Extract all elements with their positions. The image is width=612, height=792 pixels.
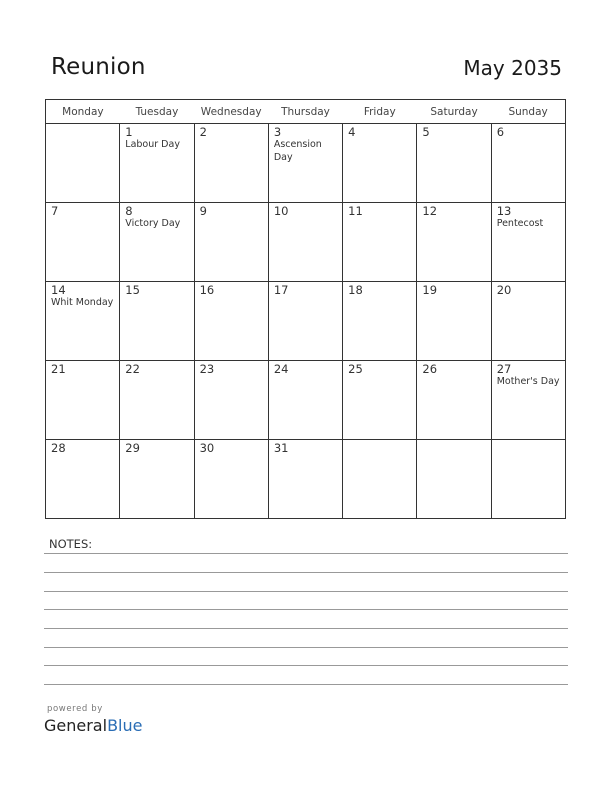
day-cell[interactable] bbox=[46, 124, 120, 203]
day-number: 7 bbox=[51, 204, 59, 218]
day-cell[interactable] bbox=[491, 440, 565, 519]
week-row bbox=[46, 440, 566, 519]
day-number: 25 bbox=[348, 362, 363, 376]
weekday-header: Tuesday bbox=[120, 100, 194, 124]
day-cell[interactable] bbox=[194, 361, 268, 440]
day-number: 28 bbox=[51, 441, 66, 455]
day-cell[interactable] bbox=[120, 361, 194, 440]
day-number: 11 bbox=[348, 204, 363, 218]
day-cell[interactable] bbox=[491, 203, 565, 282]
holiday-label: Victory Day bbox=[125, 218, 181, 229]
day-cell[interactable] bbox=[120, 124, 194, 203]
notes-line bbox=[44, 647, 568, 648]
day-number: 13 bbox=[496, 204, 512, 218]
day-cell[interactable] bbox=[120, 440, 194, 519]
weekday-header-row bbox=[46, 100, 566, 124]
day-number: 26 bbox=[422, 362, 438, 376]
day-number: 9 bbox=[199, 204, 207, 218]
day-cell[interactable] bbox=[120, 282, 194, 361]
generalblue-logo[interactable] bbox=[44, 716, 142, 735]
week-row bbox=[46, 361, 566, 440]
day-cell[interactable] bbox=[268, 440, 342, 519]
day-cell[interactable] bbox=[417, 124, 491, 203]
notes-label: NOTES: bbox=[49, 537, 93, 551]
weekday-header: Wednesday bbox=[194, 100, 268, 124]
weekday-header: Saturday bbox=[417, 100, 491, 124]
week-row bbox=[46, 282, 566, 361]
day-cell[interactable] bbox=[343, 124, 417, 203]
weekday-header: Monday bbox=[46, 100, 120, 124]
weekday-header: Thursday bbox=[268, 100, 342, 124]
day-number: 3 bbox=[273, 125, 282, 139]
day-cell[interactable] bbox=[343, 203, 417, 282]
notes-line bbox=[44, 684, 568, 685]
day-cell[interactable] bbox=[46, 440, 120, 519]
day-number: 5 bbox=[422, 125, 430, 139]
weekday-header: Sunday bbox=[491, 100, 565, 124]
holiday-label: Whit Monday bbox=[51, 297, 114, 308]
notes-line bbox=[44, 609, 568, 610]
day-number: 1 bbox=[125, 125, 133, 139]
day-cell[interactable] bbox=[417, 282, 491, 361]
day-number: 17 bbox=[273, 283, 289, 297]
weekday-header: Friday bbox=[343, 100, 417, 124]
week-row bbox=[46, 203, 566, 282]
day-number: 16 bbox=[199, 283, 215, 297]
day-number: 18 bbox=[348, 283, 363, 297]
holiday-label: Pentecost bbox=[496, 218, 544, 229]
day-cell[interactable] bbox=[46, 361, 120, 440]
week-row bbox=[46, 124, 566, 203]
day-number: 29 bbox=[125, 441, 140, 455]
day-cell[interactable] bbox=[194, 124, 268, 203]
day-cell[interactable] bbox=[491, 361, 565, 440]
day-cell[interactable] bbox=[417, 203, 491, 282]
day-number: 22 bbox=[125, 362, 140, 376]
logo-text-general: General bbox=[44, 716, 108, 735]
day-cell[interactable] bbox=[268, 361, 342, 440]
day-cell[interactable] bbox=[343, 361, 417, 440]
day-number: 12 bbox=[422, 204, 438, 218]
day-number: 31 bbox=[273, 441, 289, 455]
day-number: 23 bbox=[199, 362, 215, 376]
day-cell[interactable] bbox=[46, 203, 120, 282]
day-number: 14 bbox=[51, 283, 66, 297]
day-cell[interactable] bbox=[194, 440, 268, 519]
day-cell[interactable] bbox=[343, 440, 417, 519]
calendar-grid bbox=[45, 99, 566, 519]
notes-line bbox=[44, 665, 568, 666]
day-number: 21 bbox=[51, 362, 66, 376]
region-title: Reunion bbox=[51, 54, 146, 80]
notes-line bbox=[44, 572, 568, 573]
day-cell[interactable] bbox=[194, 203, 268, 282]
day-cell[interactable] bbox=[491, 282, 565, 361]
holiday-label: Labour Day bbox=[125, 139, 180, 150]
logo-text-blue: Blue bbox=[107, 716, 143, 735]
day-number: 19 bbox=[422, 283, 438, 297]
day-number: 20 bbox=[496, 283, 512, 297]
powered-by-text: powered by bbox=[47, 704, 103, 714]
day-cell[interactable] bbox=[268, 124, 342, 203]
day-cell[interactable] bbox=[120, 203, 194, 282]
day-number: 6 bbox=[496, 125, 505, 139]
holiday-label: Mother's Day bbox=[496, 376, 560, 387]
notes-line bbox=[44, 553, 568, 554]
day-cell[interactable] bbox=[194, 282, 268, 361]
notes-line bbox=[44, 591, 568, 592]
day-cell[interactable] bbox=[491, 124, 565, 203]
holiday-label: Ascension Day bbox=[273, 139, 322, 163]
day-number: 30 bbox=[199, 441, 215, 455]
day-cell[interactable] bbox=[46, 282, 120, 361]
day-cell[interactable] bbox=[343, 282, 417, 361]
day-number: 15 bbox=[125, 283, 140, 297]
day-number: 10 bbox=[273, 204, 289, 218]
day-number: 2 bbox=[199, 125, 207, 139]
day-number: 4 bbox=[348, 125, 356, 139]
day-number: 8 bbox=[125, 204, 133, 218]
notes-line bbox=[44, 628, 568, 629]
day-cell[interactable] bbox=[268, 203, 342, 282]
day-number: 27 bbox=[496, 362, 512, 376]
month-year-title: May 2035 bbox=[463, 56, 562, 80]
day-cell[interactable] bbox=[268, 282, 342, 361]
day-cell[interactable] bbox=[417, 361, 491, 440]
day-number: 24 bbox=[273, 362, 289, 376]
day-cell[interactable] bbox=[417, 440, 491, 519]
